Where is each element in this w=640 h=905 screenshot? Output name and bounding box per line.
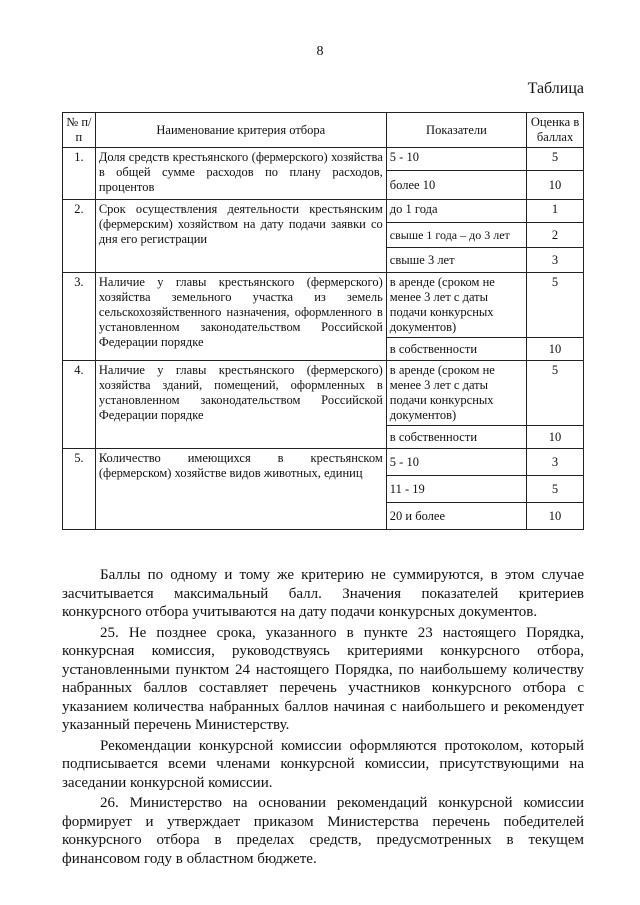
- indicator: в собственности: [386, 426, 526, 449]
- paragraph-scoring-note: Баллы по одному и тому же критерию не суммируются, в этом случае засчитывается максимальный балл. Значения показателей критериев конкурсного отбора учитываются на дату подачи конкурсных документов.: [62, 567, 584, 620]
- indicator: свыше 1 года – до 3 лет: [386, 223, 526, 248]
- paragraph-25: 25. Не позднее срока, указанного в пункте 23 настоящего Порядка, конкурсная комиссия, руководствуясь критериями конкурсного отбора, установленными пунктом 24 настоящего Порядка, по наибольшему количеству набранных баллов составляет перечень участников конкурсного отбора с указанием количества набранных баллов начиная с наибольшего и рекомендует указанный перечень Министерству.: [62, 624, 584, 733]
- indicator: в аренде (сроком не менее 3 лет с даты подачи конкурсных документов): [386, 361, 526, 426]
- table-caption: Таблица: [527, 80, 584, 97]
- row-num: 1.: [63, 148, 96, 200]
- table-row: [63, 361, 584, 426]
- body-text: [62, 566, 584, 870]
- table-row: [63, 449, 584, 476]
- row-num: 4.: [63, 361, 96, 449]
- row-num: 5.: [63, 449, 96, 530]
- score: 5: [527, 476, 584, 503]
- score: 10: [527, 503, 584, 530]
- score: 5: [527, 361, 584, 426]
- score: 10: [527, 171, 584, 200]
- indicator: до 1 года: [386, 200, 526, 223]
- paragraph-recommendations: Рекомендации конкурсной комиссии оформляются протоколом, который подписывается всеми членами конкурсной комиссии, присутствующими на заседании конкурсной комиссии.: [62, 737, 584, 791]
- table-row: [63, 200, 584, 223]
- indicator: более 10: [386, 171, 526, 200]
- indicator: в собственности: [386, 338, 526, 361]
- score: 1: [527, 200, 584, 223]
- indicator: в аренде (сроком не менее 3 лет с даты подачи конкурсных документов): [386, 273, 526, 338]
- indicator: 11 - 19: [386, 476, 526, 503]
- indicator: 5 - 10: [386, 449, 526, 476]
- criterion-name: Количество имеющихся в крестьянском (фермерском) хозяйстве видов животных, единиц: [95, 449, 386, 530]
- score: 5: [527, 148, 584, 171]
- score: 3: [527, 449, 584, 476]
- paragraph-26: 26. Министерство на основании рекомендаций конкурсной комиссии формирует и утверждает приказом Министерства перечень победителей конкурсного отбора в пределах средств, предусмотренных в текущем финансовом году в областном бюджете.: [62, 795, 584, 867]
- table-row: [63, 148, 584, 171]
- criterion-name: Наличие у главы крестьянского (фермерского) хозяйства зданий, помещений, оформленных в установленном законодательством Российской Федерации порядке: [95, 361, 386, 449]
- criterion-name: Срок осуществления деятельности крестьянским (фермерским) хозяйством на дату подачи заявки со дня его регистрации: [95, 200, 386, 273]
- score: 3: [527, 248, 584, 273]
- header-score: Оценка в баллах: [527, 113, 584, 148]
- header-num: № п/п: [63, 113, 96, 148]
- score: 10: [527, 426, 584, 449]
- header-name: Наименование критерия отбора: [95, 113, 386, 148]
- criterion-name: Наличие у главы крестьянского (фермерского) хозяйства земельного участка из земель сельскохозяйственного назначения, оформленного в установленном законодательством Российской Федерации порядке: [95, 273, 386, 361]
- indicator: 5 - 10: [386, 148, 526, 171]
- criteria-table: [62, 112, 584, 530]
- indicator: 20 и более: [386, 503, 526, 530]
- score: 5: [527, 273, 584, 338]
- table-header-row: [63, 113, 584, 148]
- page-number: 8: [316, 44, 324, 59]
- score: 2: [527, 223, 584, 248]
- table-row: [63, 273, 584, 338]
- indicator: свыше 3 лет: [386, 248, 526, 273]
- row-num: 2.: [63, 200, 96, 273]
- score: 10: [527, 338, 584, 361]
- row-num: 3.: [63, 273, 96, 361]
- header-indicators: Показатели: [386, 113, 526, 148]
- criterion-name: Доля средств крестьянского (фермерского) хозяйства в общей сумме расходов по плану расходов, процентов: [95, 148, 386, 200]
